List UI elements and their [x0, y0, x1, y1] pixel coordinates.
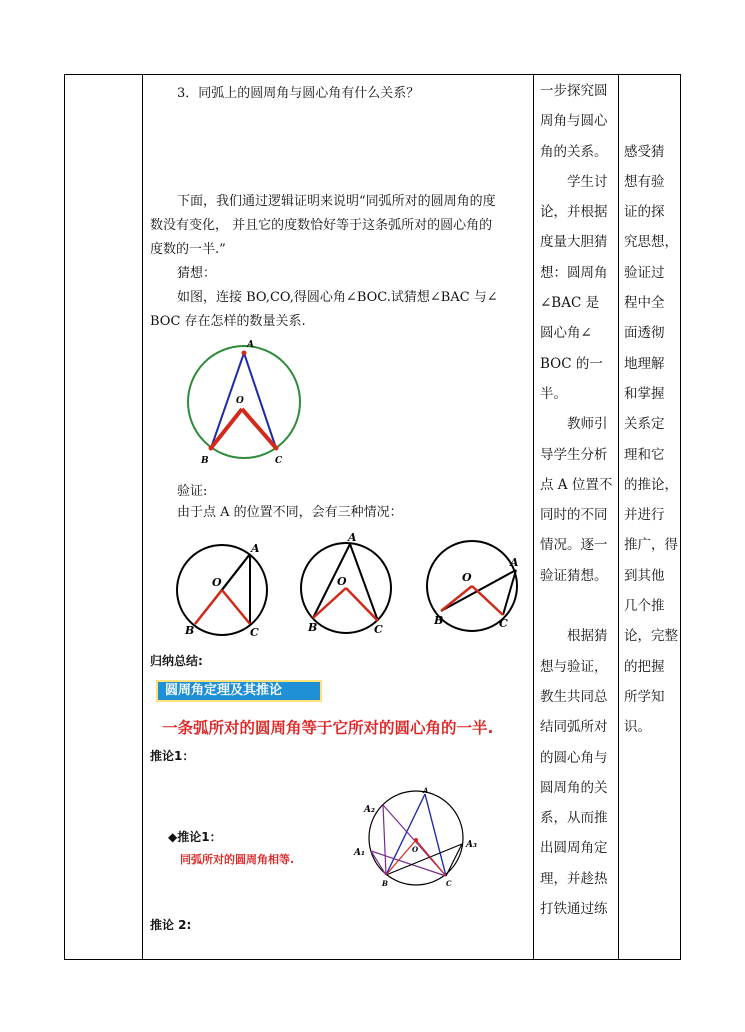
intent-line: 和掌握	[624, 385, 665, 402]
label-C: C	[275, 456, 283, 466]
case1-label-B: B	[185, 624, 195, 637]
case2-label-C: C	[374, 623, 383, 636]
table-divider-3	[618, 74, 619, 960]
activity-line: 学生讨	[540, 173, 608, 190]
activity-line: 结同弧所对	[540, 719, 608, 736]
case1-label-A: A	[251, 542, 260, 555]
intent-line: 验证过	[624, 264, 665, 281]
explanation-line-3: 度数的一半.”	[150, 242, 226, 257]
case-figure-2	[296, 532, 400, 638]
case3-label-A: A	[510, 556, 519, 569]
intent-column	[624, 76, 680, 743]
corollary1-box-text: 同弧所对的圆周角相等.	[180, 853, 295, 866]
case2-label-A: A	[348, 532, 357, 544]
activity-line: 论，并根据	[540, 204, 608, 221]
conjecture-figure	[178, 332, 310, 470]
table-divider-1	[142, 74, 143, 960]
activity-line: 半。	[540, 385, 567, 402]
activity-line: 系，从而推	[540, 810, 608, 827]
theorem-statement: 一条弧所对的圆周角等于它所对的圆心角的一半.	[162, 719, 494, 737]
activity-line: ∠BAC 是	[540, 295, 600, 312]
verify-text: 由于点 A 的位置不同，会有三种情况：	[177, 505, 403, 520]
label-A: A	[247, 340, 254, 350]
activity-line: 想：圆周角	[540, 264, 608, 281]
verify-label: 验证:	[177, 484, 208, 499]
activity-line: 教师引	[540, 416, 608, 433]
explanation-line-2: 数没有变化， 并且它的度数恰好等于这条弧所对的圆心角的	[150, 218, 493, 233]
activity-line: 验证猜想。	[540, 567, 608, 584]
case2-label-B: B	[308, 621, 318, 634]
intent-line: 面透彻	[624, 325, 665, 342]
intent-line: 的把握	[624, 658, 665, 675]
activity-line: 一步探究圆	[540, 83, 608, 99]
cor-label-C: C	[446, 879, 452, 888]
activity-line: 导学生分析	[540, 446, 608, 463]
intent-line: 究思想，	[624, 234, 678, 251]
corollary1-box-head: ◆推论1：	[168, 830, 222, 844]
case-figure-3	[424, 540, 528, 636]
explanation-line-1: 下面，我们通过逻辑证明来说明“同弧所对的圆周角的度	[177, 194, 496, 209]
case3-label-C: C	[499, 617, 508, 630]
activity-line: 打铁通过练	[540, 901, 608, 918]
conjecture-line-1: 如图，连接 BO,CO,得圆心角∠BOC.试猜想∠BAC 与∠	[177, 290, 498, 305]
activity-line: 角的关系。	[540, 143, 608, 160]
cor-label-A: A	[423, 786, 429, 795]
intent-line: 论，完整	[624, 628, 678, 645]
intent-line: 感受猜	[624, 143, 665, 160]
intent-line: 关系定	[624, 416, 665, 433]
intent-line: 识。	[624, 719, 651, 736]
case1-label-O: O	[212, 576, 222, 589]
table-right-border	[680, 74, 681, 960]
cor-label-B: B	[382, 879, 388, 888]
corollary2-label: 推论 2:	[150, 918, 192, 932]
intent-line: 并进行	[624, 507, 665, 524]
intent-line: 推广，得	[624, 537, 678, 554]
case2-label-O: O	[337, 575, 347, 588]
theorem-banner: 圆周角定理及其推论	[156, 680, 322, 702]
activity-column	[540, 76, 616, 924]
table-bottom-border	[64, 959, 681, 960]
intent-line	[624, 76, 680, 106]
segment-AC	[244, 353, 276, 448]
activity-line: 情况。逐一	[540, 537, 608, 554]
intent-line: 想有验	[624, 173, 665, 190]
activity-line: 想与验证，	[540, 658, 608, 675]
activity-line: 出圆周角定	[540, 840, 608, 857]
intent-line: 几个推	[624, 598, 665, 615]
activity-line	[540, 591, 616, 621]
label-B: B	[201, 456, 209, 466]
case-figure-1	[172, 540, 276, 640]
corollary1-label: 推论1：	[150, 749, 195, 763]
activity-line: 周角与圆心	[540, 113, 608, 130]
cor-label-A2: A₂	[364, 805, 375, 815]
activity-line: 圆心角∠	[540, 325, 592, 342]
intent-line: 到其他	[624, 567, 665, 584]
intent-line: 证的探	[624, 204, 665, 221]
case3-label-O: O	[462, 571, 472, 584]
intent-line: 地理解	[624, 355, 665, 372]
summary-label: 归纳总结:	[150, 654, 203, 668]
activity-line: 圆周角的关	[540, 779, 608, 796]
conjecture-label: 猜想：	[177, 266, 217, 281]
table-top-border	[64, 74, 681, 75]
segment-OC	[242, 409, 276, 448]
intent-line	[624, 106, 680, 136]
activity-line: BOC 的一	[540, 355, 603, 372]
intent-line: 程中全	[624, 295, 665, 312]
green-circle	[188, 346, 300, 458]
question-heading: 3．同弧上的圆周角与圆心角有什么关系？	[177, 86, 420, 101]
intent-line: 理和它	[624, 446, 665, 463]
activity-line: 点 A 位置不	[540, 476, 613, 493]
activity-line: 的圆心角与	[540, 749, 608, 766]
cor-label-O: O	[412, 845, 419, 854]
cor-label-A3: A₃	[466, 840, 477, 850]
label-O: O	[236, 396, 244, 406]
conjecture-line-2: BOC 存在怎样的数量关系.	[150, 314, 306, 329]
corollary1-figure	[350, 784, 490, 892]
case3-label-B: B	[434, 614, 444, 627]
intent-line: 所学知	[624, 688, 665, 705]
table-left-border	[64, 74, 65, 960]
segment-OB	[211, 409, 242, 448]
activity-line: 度量大胆猜	[540, 234, 608, 251]
case1-label-C: C	[250, 626, 259, 639]
table-divider-2	[533, 74, 534, 960]
activity-line: 同时的不同	[540, 507, 608, 524]
activity-line: 教生共同总	[540, 688, 608, 705]
activity-line: 根据猜	[540, 628, 608, 645]
activity-line: 理，并趁热	[540, 870, 608, 887]
intent-line: 的推论，	[624, 476, 678, 493]
cor-label-A1: A₁	[354, 848, 365, 858]
